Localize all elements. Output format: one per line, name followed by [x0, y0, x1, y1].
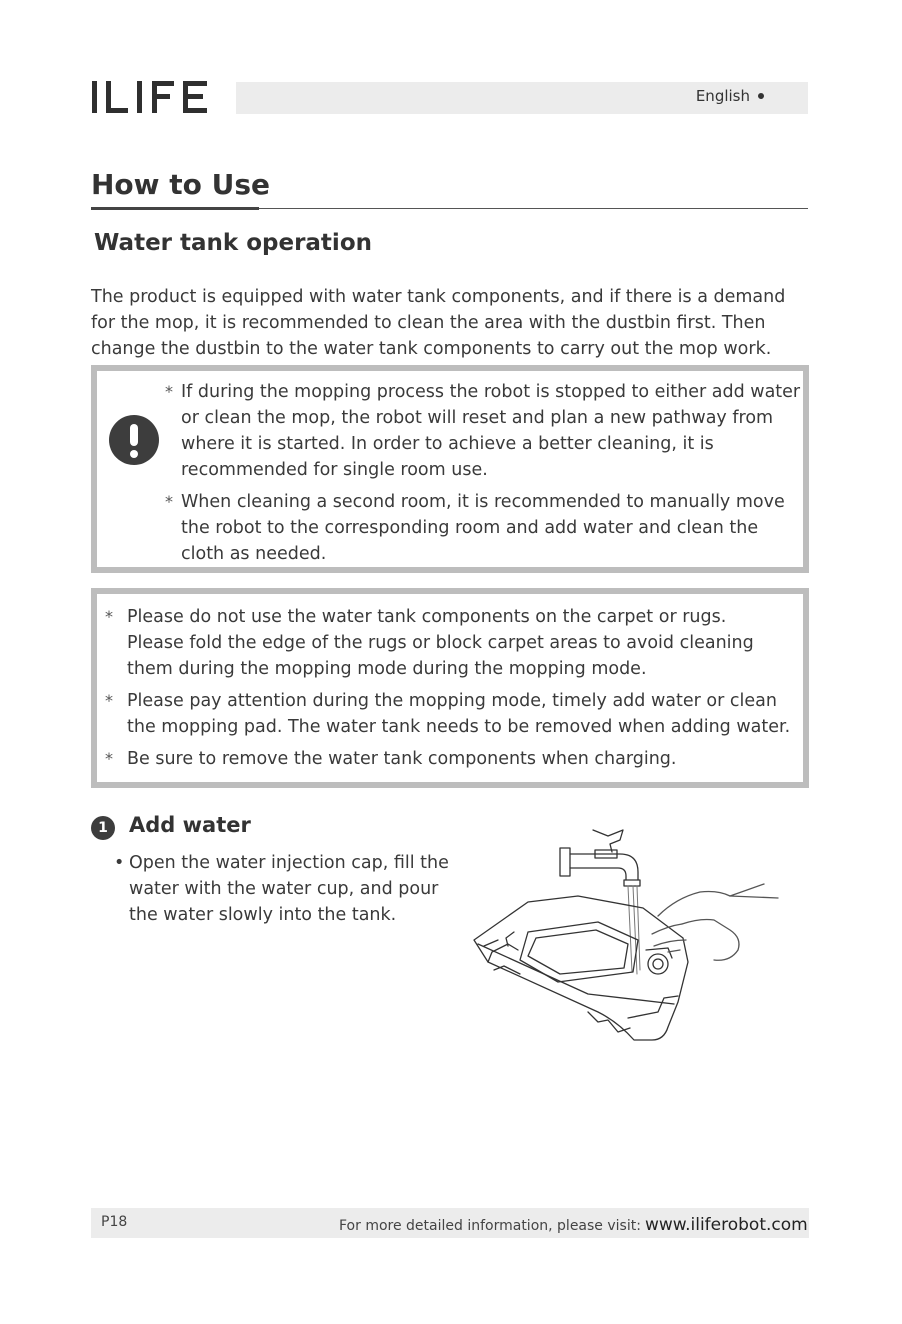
water-tank-filling-illustration [468, 822, 780, 1090]
step-title: Add water [129, 813, 251, 837]
header-bar [236, 82, 808, 114]
hand-icon [652, 884, 778, 960]
notice-text [105, 604, 805, 778]
ilife-logo [92, 76, 212, 116]
intro-line: change the dustbin to the water tank components to carry out the mop work. [91, 339, 772, 359]
section-title: How to Use [91, 168, 271, 201]
asterisk-icon: * [165, 382, 173, 401]
step-number-badge: 1 [91, 816, 115, 840]
notice-item: * When cleaning a second room, it is recommended to manually move the robot to the corresponding room and add water and clean the cloth as needed. [165, 489, 815, 567]
asterisk-icon: * [165, 492, 173, 511]
exclamation-icon [109, 415, 159, 465]
asterisk-icon: * [105, 749, 113, 768]
water-tank-icon [474, 896, 688, 1040]
notice-box-carpet [91, 588, 809, 788]
intro-line: The product is equipped with water tank components, and if there is a demand [91, 287, 786, 307]
notice-box-mopping [91, 365, 809, 573]
bullet-icon: • [114, 853, 125, 873]
language-dot-icon [758, 93, 764, 99]
intro-line: for the mop, it is recommended to clean the area with the dustbin first. Then [91, 313, 766, 333]
notice-item: * Please do not use the water tank components on the carpet or rugs. Please fold the edge of the rugs or block carpet areas to avoid cleaning them during the mopping mode during the mopping mode. [105, 604, 805, 682]
sub-title: Water tank operation [94, 230, 372, 256]
notice-item: * If during the mopping process the robot is stopped to either add water or clean the mop, the robot will reset and plan a new pathway from where it is started. In order to achieve a better cleaning, it is recommended for single room use. [165, 379, 815, 483]
page-number: P18 [101, 1214, 128, 1230]
asterisk-icon: * [105, 691, 113, 710]
faucet-icon [560, 830, 640, 886]
notice-item: * Please pay attention during the mopping mode, timely add water or clean the mopping pad. The water tank needs to be removed when adding water. [105, 688, 805, 740]
website-link[interactable]: www.iliferobot.com [644, 1215, 808, 1235]
step-instructions: • Open the water injection cap, fill the water with the water cup, and pour the water slowly into the tank. [114, 850, 474, 928]
notice-item: * Be sure to remove the water tank components when charging. [105, 746, 805, 772]
asterisk-icon: * [105, 607, 113, 626]
notice-text [165, 379, 815, 573]
footer-note: For more detailed information, please visit: www.iliferobot.com [339, 1215, 808, 1235]
language-label: English [696, 87, 764, 105]
intro-paragraph [91, 284, 811, 362]
footer-bar [91, 1208, 809, 1238]
title-underline [91, 207, 259, 210]
